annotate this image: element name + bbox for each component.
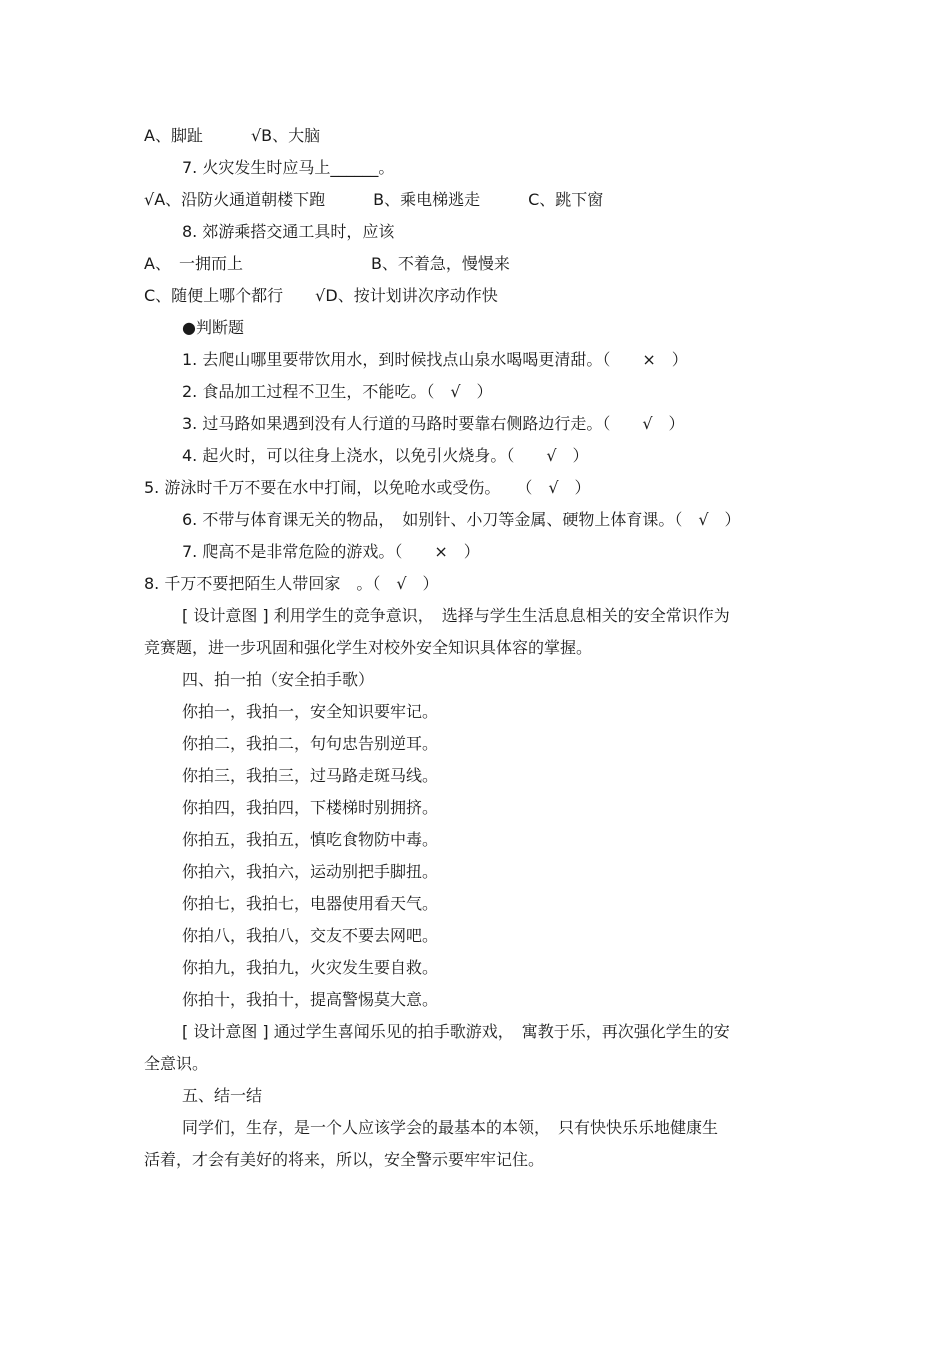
- section-five-heading: 五、结一结: [182, 1086, 263, 1105]
- line-judgement-1: 1. 去爬山哪里要带饮用水，到时候找点山泉水喝喝更清甜。（ × ）: [182, 350, 688, 369]
- line-clap-10: 你拍十，我拍十，提高警惕莫大意。: [182, 990, 439, 1009]
- line-option-a-toe: A、脚趾 √B、大脑: [144, 126, 321, 145]
- line-question-8-options-cd: C、随便上哪个都行 √D、按计划讲次序动作快: [144, 286, 498, 305]
- line-judgement-4: 4. 起火时，可以往身上浇水，以免引火烧身。（ √ ）: [182, 446, 589, 465]
- line-judgement-3: 3. 过马路如果遇到没有人行道的马路时要靠右侧路边行走。（ √ ）: [182, 414, 685, 433]
- line-design-intent-1a: [ 设计意图 ] 利用学生的竞争意识， 选择与学生生活息息相关的安全常识作为: [182, 606, 730, 625]
- line-conclusion-b: 活着，才会有美好的将来，所以，安全警示要牢牢记住。: [144, 1150, 545, 1169]
- line-design-intent-2b: 全意识。: [144, 1054, 209, 1073]
- line-clap-4: 你拍四，我拍四，下楼梯时别拥挤。: [182, 798, 439, 817]
- line-question-7: 7. 火灾发生时应马上______。: [182, 158, 395, 177]
- line-clap-6: 你拍六，我拍六，运动别把手脚扭。: [182, 862, 439, 881]
- line-clap-2: 你拍二，我拍二，句句忠告别逆耳。: [182, 734, 439, 753]
- section-true-false-heading: ●判断题: [182, 318, 244, 337]
- line-conclusion-a: 同学们，生存，是一个人应该学会的最基本的本领， 只有快快乐乐地健康生: [182, 1118, 719, 1137]
- line-design-intent-2a: [ 设计意图 ] 通过学生喜闻乐见的拍手歌游戏， 寓教于乐，再次强化学生的安: [182, 1022, 730, 1041]
- line-clap-3: 你拍三，我拍三，过马路走斑马线。: [182, 766, 439, 785]
- line-judgement-5: 5. 游泳时千万不要在水中打闹，以免呛水或受伤。 （ √ ）: [144, 478, 591, 497]
- section-four-heading: 四、拍一拍（安全拍手歌）: [182, 670, 375, 689]
- line-clap-9: 你拍九，我拍九，火灾发生要自救。: [182, 958, 439, 977]
- line-judgement-8: 8. 千万不要把陌生人带回家 。（ √ ）: [144, 574, 439, 593]
- line-question-8-options-ab: A、 一拥而上 B、不着急，慢慢来: [144, 254, 510, 273]
- line-judgement-6: 6. 不带与体育课无关的物品， 如别针、小刀等金属、硬物上体育课。（ √ ）: [182, 510, 741, 529]
- line-clap-7: 你拍七，我拍七，电器使用看天气。: [182, 894, 439, 913]
- line-question-8: 8. 郊游乘搭交通工具时，应该: [182, 222, 395, 241]
- line-clap-5: 你拍五，我拍五，慎吃食物防中毒。: [182, 830, 439, 849]
- line-clap-8: 你拍八，我拍八，交友不要去网吧。: [182, 926, 439, 945]
- line-question-7-options: √A、沿防火通道朝楼下跑 B、乘电梯逃走 C、跳下窗: [144, 190, 604, 209]
- line-judgement-2: 2. 食品加工过程不卫生，不能吃。（ √ ）: [182, 382, 493, 401]
- line-judgement-7: 7. 爬高不是非常危险的游戏。（ × ）: [182, 542, 480, 561]
- line-design-intent-1b: 竞赛题，进一步巩固和强化学生对校外安全知识具体容的掌握。: [144, 638, 593, 657]
- line-clap-1: 你拍一，我拍一，安全知识要牢记。: [182, 702, 439, 721]
